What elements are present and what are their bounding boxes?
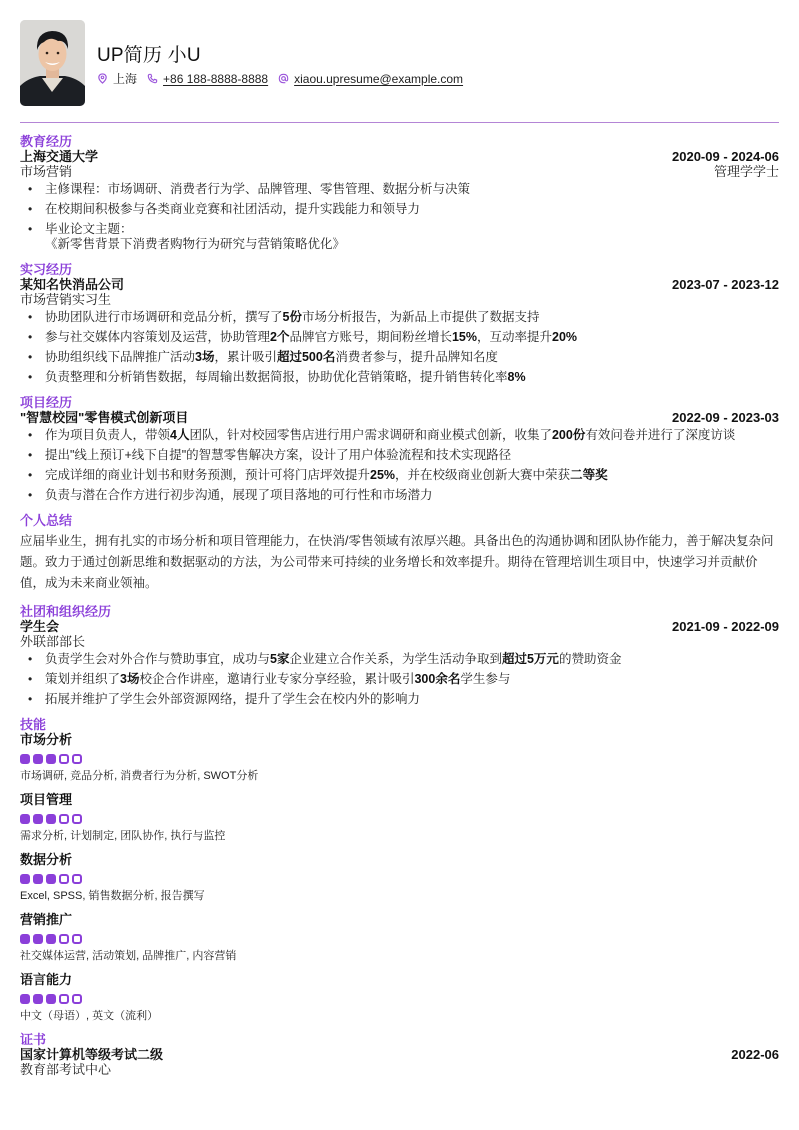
highlight: 3场 xyxy=(120,672,140,686)
organization-date: 2021-09 - 2022-09 xyxy=(672,619,779,634)
filled-dot-icon xyxy=(33,874,43,884)
skill-item xyxy=(20,912,779,963)
profile-photo xyxy=(20,20,85,106)
filled-dot-icon xyxy=(33,754,43,764)
list-item xyxy=(20,330,779,345)
list-item: • 在校期间积极参与各类商业竞赛和社团活动，提升实践能力和领导力 xyxy=(20,202,779,217)
text: 消费者参与，提升品牌知名度 xyxy=(335,350,498,364)
resume-body xyxy=(20,134,779,1087)
header-divider xyxy=(20,122,779,123)
highlight: 超过5万元 xyxy=(501,652,559,666)
filled-dot-icon xyxy=(20,994,30,1004)
skill-level-rating xyxy=(20,934,779,944)
skill-keywords: 市场调研, 竞品分析, 消费者行为分析, SWOT分析 xyxy=(20,770,259,782)
text: 作为项目负责人，带领 xyxy=(45,428,171,442)
section-title: 教育经历 xyxy=(20,134,73,149)
list-item xyxy=(20,370,779,385)
text: 协助团队进行市场调研和竞品分析，撰写了 xyxy=(45,310,283,324)
text: 拓展并维护了学生会外部资源网络，提升了学生会在校内外的影响力 xyxy=(45,692,421,706)
company-name: 某知名快消品公司 xyxy=(20,277,125,292)
resume-header xyxy=(20,20,779,106)
list-item xyxy=(20,428,779,443)
entry-subheader xyxy=(20,1062,779,1077)
filled-dot-icon xyxy=(33,934,43,944)
organization-name: 学生会 xyxy=(20,619,60,634)
thesis-label: 毕业论文主题： xyxy=(45,222,133,236)
list-item xyxy=(20,468,779,483)
internship-date: 2023-07 - 2023-12 xyxy=(672,277,779,292)
highlight: 20% xyxy=(552,330,578,344)
thesis-title: 《新零售背景下消费者购物行为研究与营销策略优化》 xyxy=(45,237,346,251)
major: 市场营销 xyxy=(20,164,73,179)
list-item xyxy=(20,652,779,667)
section-summary xyxy=(20,513,779,594)
empty-dot-icon xyxy=(59,814,69,824)
section-title: 社团和组织经历 xyxy=(20,604,112,619)
organization-bullets xyxy=(20,652,779,707)
summary-text: 应届毕业生，拥有扎实的市场分析和项目管理能力，在快消/零售领域有浓厚兴趣。具备出色的沟通协调和团队协作能力，善于解决复杂问题。致力于通过创新思维和数据驱动的方法，为公司带来可持续的业务增长和效率提升。期待在管理培训生项目中，快速学习并贡献价值，成为未来商业领袖。 xyxy=(20,534,774,590)
project-bullets xyxy=(20,428,779,503)
highlight: 超过500名 xyxy=(276,350,336,364)
text: 的赞助资金 xyxy=(558,652,622,666)
list-item: • 主修课程：市场调研、消费者行为学、品牌管理、零售管理、数据分析与决策 xyxy=(20,182,779,197)
list-item xyxy=(20,310,779,325)
highlight: 2个 xyxy=(270,330,290,344)
list-item xyxy=(20,488,779,503)
filled-dot-icon xyxy=(20,874,30,884)
text: 策划并组织了 xyxy=(45,672,121,686)
filled-dot-icon xyxy=(46,754,56,764)
filled-dot-icon xyxy=(20,934,30,944)
text: 市场分析报告，为新品上市提供了数据支持 xyxy=(301,310,540,324)
empty-dot-icon xyxy=(59,874,69,884)
section-title: 个人总结 xyxy=(20,513,73,528)
project-name: "智慧校园"零售模式创新项目 xyxy=(20,410,189,425)
text: 有效问卷并进行了深度访谈 xyxy=(585,428,736,442)
text: ，并在校级商业创新大赛中荣获 xyxy=(395,468,571,482)
skill-keywords: 需求分析, 计划制定, 团队协作, 执行与监控 xyxy=(20,830,226,842)
text: 企业建立合作关系，为学生活动争取到 xyxy=(289,652,502,666)
highlight: 5份 xyxy=(282,310,302,324)
text: 协助组织线下品牌推广活动 xyxy=(45,350,196,364)
section-title: 技能 xyxy=(20,717,47,732)
highlight: 15% xyxy=(451,330,478,344)
text: 负责与潜在合作方进行初步沟通，展现了项目落地的可行性和市场潜力 xyxy=(45,488,433,502)
empty-dot-icon xyxy=(72,754,82,764)
entry-header xyxy=(20,1047,779,1062)
skill-level-rating xyxy=(20,754,779,764)
skill-level-rating xyxy=(20,814,779,824)
certificate-issuer: 教育部考试中心 xyxy=(20,1062,112,1077)
section-internship xyxy=(20,262,779,385)
skill-item xyxy=(20,732,779,783)
education-bullets xyxy=(20,182,779,252)
section-education xyxy=(20,134,779,252)
section-project xyxy=(20,395,779,503)
filled-dot-icon xyxy=(20,814,30,824)
contact-location xyxy=(97,70,137,87)
filled-dot-icon xyxy=(46,994,56,1004)
text: ，互动率提升 xyxy=(477,330,553,344)
empty-dot-icon xyxy=(59,754,69,764)
list-item xyxy=(20,222,779,252)
certificate-date: 2022-06 xyxy=(731,1047,779,1062)
entry-header xyxy=(20,619,779,634)
phone-icon xyxy=(147,73,158,84)
section-skills xyxy=(20,717,779,1023)
list-item xyxy=(20,448,779,463)
contact-phone[interactable] xyxy=(147,72,268,86)
highlight: 二等奖 xyxy=(570,468,608,482)
skill-name: 营销推广 xyxy=(20,912,73,927)
entry-subheader xyxy=(20,292,779,307)
list-item xyxy=(20,672,779,687)
location-text: 上海 xyxy=(113,72,138,86)
person-photo-icon xyxy=(20,20,85,106)
education-date: 2020-09 - 2024-06 xyxy=(672,149,779,164)
entry-subheader xyxy=(20,164,779,179)
entry-header xyxy=(20,277,779,292)
skill-name: 项目管理 xyxy=(20,792,73,807)
entry-header xyxy=(20,410,779,425)
highlight: 4人 xyxy=(170,428,190,442)
role: 外联部部长 xyxy=(20,634,86,649)
certificate-name: 国家计算机等级考试二级 xyxy=(20,1047,164,1062)
filled-dot-icon xyxy=(33,814,43,824)
skill-item xyxy=(20,972,779,1023)
project-date: 2022-09 - 2023-03 xyxy=(672,410,779,425)
internship-bullets xyxy=(20,310,779,385)
filled-dot-icon xyxy=(46,934,56,944)
empty-dot-icon xyxy=(72,814,82,824)
list-item xyxy=(20,692,779,707)
at-sign-icon xyxy=(278,73,289,84)
entry-subheader xyxy=(20,634,779,649)
text: 参与社交媒体内容策划及运营，协助管理 xyxy=(45,330,271,344)
text: 校企合作讲座，邀请行业专家分享经验，累计吸引 xyxy=(139,672,415,686)
filled-dot-icon xyxy=(46,814,56,824)
text: ，累计吸引 xyxy=(214,350,277,364)
text: 提出"线上预订+线下自提"的智慧零售解决方案，设计了用户体验流程和技术实现路径 xyxy=(45,448,512,462)
empty-dot-icon xyxy=(59,994,69,1004)
section-organization xyxy=(20,604,779,707)
skills-list xyxy=(20,732,779,1023)
filled-dot-icon xyxy=(20,754,30,764)
empty-dot-icon xyxy=(72,994,82,1004)
filled-dot-icon xyxy=(46,874,56,884)
contact-info xyxy=(97,70,467,87)
school-name: 上海交通大学 xyxy=(20,149,99,164)
degree: 管理学学士 xyxy=(713,164,779,179)
section-title: 证书 xyxy=(20,1032,47,1047)
text: 负责整理和分析销售数据，每周输出数据简报，协助优化营销策略，提升销售转化率 xyxy=(45,370,508,384)
skill-name: 市场分析 xyxy=(20,732,73,747)
skill-name: 数据分析 xyxy=(20,852,73,867)
list-item xyxy=(20,350,779,365)
section-certificates xyxy=(20,1032,779,1077)
role: 市场营销实习生 xyxy=(20,292,112,307)
highlight: 8% xyxy=(507,370,526,384)
skill-level-rating xyxy=(20,874,779,884)
text: 负责学生会对外合作与赞助事宜，成功与 xyxy=(45,652,271,666)
candidate-name: UP简历 小U xyxy=(97,45,201,66)
entry-header xyxy=(20,149,779,164)
highlight: 200份 xyxy=(551,428,586,442)
text: 完成详细的商业计划书和财务预测，预计可将门店坪效提升 xyxy=(45,468,371,482)
skill-item xyxy=(20,792,779,843)
highlight: 300余名 xyxy=(414,672,461,686)
section-title: 项目经历 xyxy=(20,395,73,410)
email-link[interactable]: xiaou.upresume@example.com xyxy=(294,71,464,86)
empty-dot-icon xyxy=(72,934,82,944)
skill-name: 语言能力 xyxy=(20,972,73,987)
text: 品牌官方账号，期间粉丝增长 xyxy=(289,330,452,344)
empty-dot-icon xyxy=(72,874,82,884)
skill-keywords: Excel, SPSS, 销售数据分析, 报告撰写 xyxy=(20,890,205,902)
text: 学生参与 xyxy=(460,672,511,686)
contact-email[interactable] xyxy=(278,72,463,86)
empty-dot-icon xyxy=(59,934,69,944)
highlight: 5家 xyxy=(270,652,290,666)
filled-dot-icon xyxy=(33,994,43,1004)
skill-keywords: 中文（母语）, 英文（流利） xyxy=(20,1010,159,1022)
location-pin-icon xyxy=(97,73,108,84)
highlight: 25% xyxy=(370,468,396,482)
skill-level-rating xyxy=(20,994,779,1004)
text: 团队，针对校园零售店进行用户需求调研和商业模式创新，收集了 xyxy=(189,428,552,442)
highlight: 3场 xyxy=(195,350,215,364)
skill-keywords: 社交媒体运营, 活动策划, 品牌推广, 内容营销 xyxy=(20,950,237,962)
skill-item xyxy=(20,852,779,903)
phone-link[interactable]: +86 188-8888-8888 xyxy=(163,71,269,86)
section-title: 实习经历 xyxy=(20,262,73,277)
